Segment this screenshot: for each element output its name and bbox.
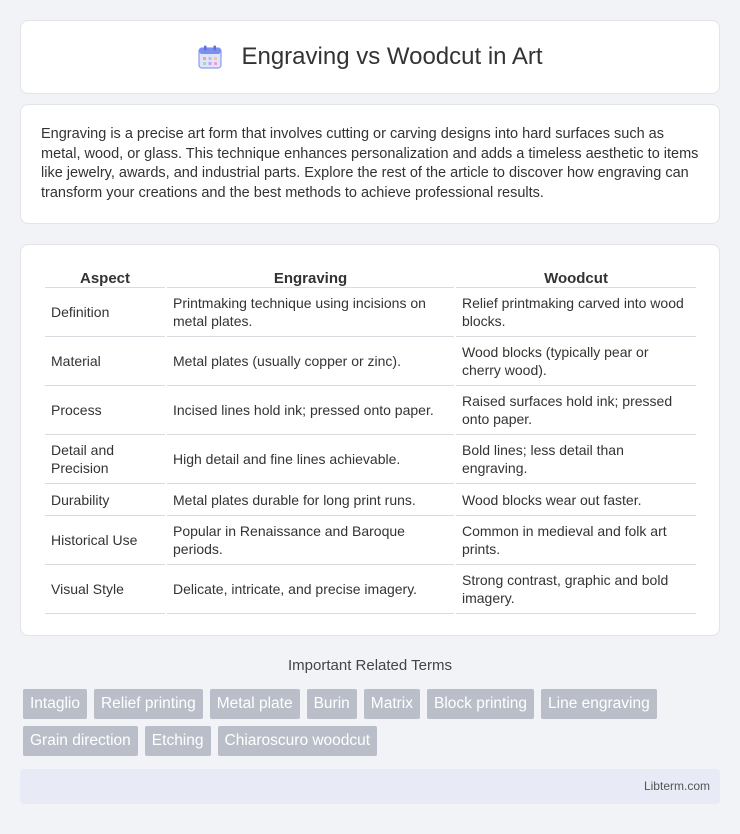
term-tag[interactable]: Etching [145,726,211,756]
cell-engraving: Incised lines hold ink; pressed onto paper. [167,386,454,435]
comparison-table-card [20,244,720,636]
cell-woodcut: Common in medieval and folk art prints. [456,516,696,565]
term-tag[interactable]: Relief printing [94,689,203,719]
cell-woodcut: Raised surfaces hold ink; pressed onto paper. [456,386,696,435]
table-row [45,288,696,337]
table-row [45,516,696,565]
cell-aspect: Detail and Precision [45,435,165,484]
term-tag[interactable]: Block printing [427,689,534,719]
cell-aspect: Durability [45,484,165,516]
cell-woodcut: Wood blocks wear out faster. [456,484,696,516]
term-tag[interactable]: Metal plate [210,689,300,719]
term-tag[interactable]: Line engraving [541,689,657,719]
page-title: Engraving vs Woodcut in Art [241,43,543,70]
term-tag[interactable]: Burin [307,689,357,719]
footer-site-link[interactable]: Libterm.com [643,779,710,793]
related-terms-list [23,689,723,763]
cell-aspect: Process [45,386,165,435]
term-tag[interactable]: Intaglio [23,689,87,719]
cell-engraving: Popular in Renaissance and Baroque periods. [167,516,454,565]
intro-text: Engraving is a precise art form that involves cutting or carving designs into hard surfaces such as metal, wood, or glass. This technique enhances personalization and adds a timeless aesthetic to items like jewelry, awards, and industrial parts. Explore the rest of the article to discover how engraving can transform your creations and the best methods to achieve professional results. [41,126,699,201]
cell-woodcut: Wood blocks (typically pear or cherry wood). [456,337,696,386]
column-header-aspect: Aspect [45,261,165,288]
table-header-row [45,261,696,288]
term-tag[interactable]: Grain direction [23,726,138,756]
table-row [45,386,696,435]
calendar-icon [197,44,223,70]
term-tag[interactable]: Chiaroscuro woodcut [218,726,378,756]
cell-engraving: Printmaking technique using incisions on metal plates. [167,288,454,337]
cell-aspect: Material [45,337,165,386]
intro-card [20,104,720,224]
footer [20,769,720,804]
table-row [45,435,696,484]
header-card [20,20,720,94]
comparison-table [43,261,698,614]
cell-aspect: Visual Style [45,565,165,614]
cell-aspect: Historical Use [45,516,165,565]
term-tag[interactable]: Matrix [364,689,420,719]
cell-woodcut: Bold lines; less detail than engraving. [456,435,696,484]
column-header-woodcut: Woodcut [456,261,696,288]
cell-engraving: Metal plates durable for long print runs. [167,484,454,516]
table-row [45,565,696,614]
table-row [45,337,696,386]
cell-engraving: Metal plates (usually copper or zinc). [167,337,454,386]
related-terms-title: Important Related Terms [288,657,452,674]
cell-woodcut: Relief printmaking carved into wood blocks. [456,288,696,337]
table-row [45,484,696,516]
cell-aspect: Definition [45,288,165,337]
cell-woodcut: Strong contrast, graphic and bold imagery. [456,565,696,614]
column-header-engraving: Engraving [167,261,454,288]
cell-engraving: Delicate, intricate, and precise imagery. [167,565,454,614]
cell-engraving: High detail and fine lines achievable. [167,435,454,484]
